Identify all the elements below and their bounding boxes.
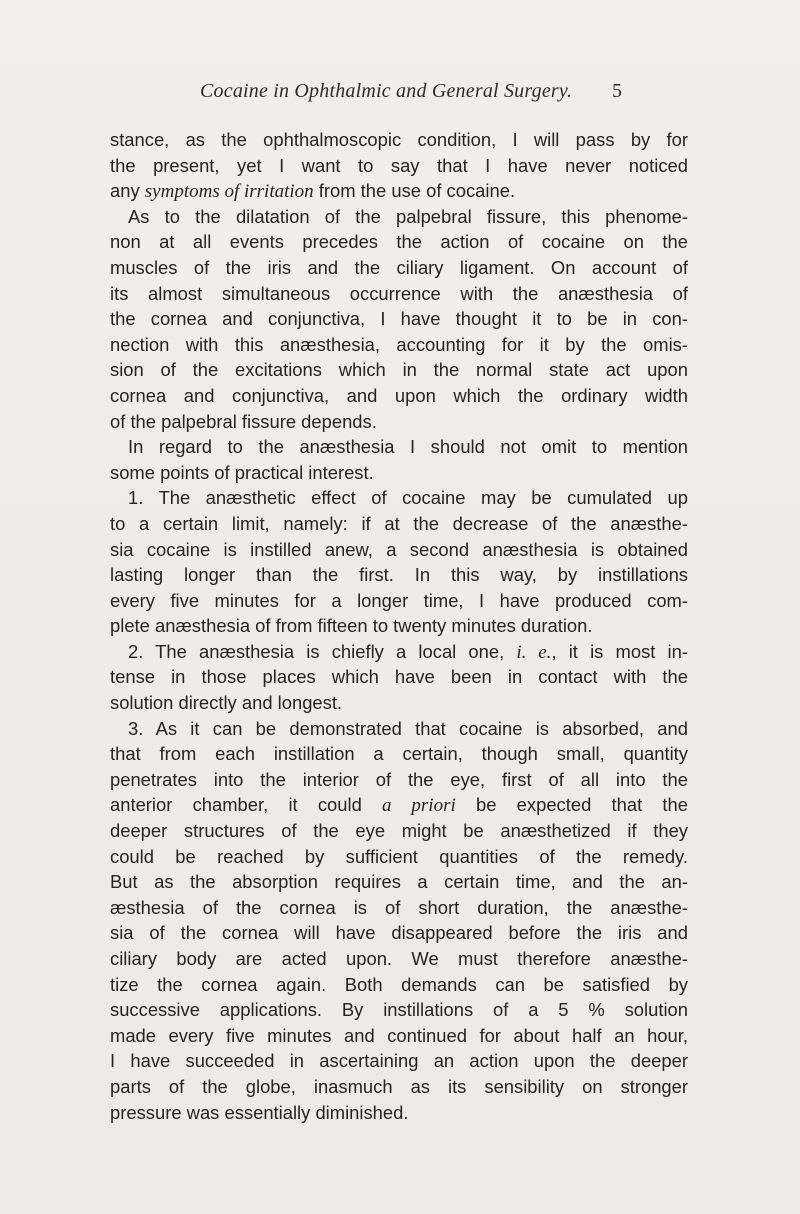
- text-line: sia cocaine is instilled anew, a second anæsthesia is obtained: [110, 538, 688, 560]
- text-segment: anterior chamber, it could: [110, 794, 383, 816]
- text-line: parts of the globe, inasmuch as its sensibility on stronger: [110, 1075, 688, 1097]
- page-number: 5: [612, 80, 623, 102]
- text-line: 3. As it can be demonstrated that cocaine is absorbed, and: [128, 717, 688, 739]
- text-line: every five minutes for a longer time, I have produced com-: [110, 589, 688, 611]
- text-segment: be expected that the: [455, 794, 688, 816]
- text-line: But as the absorption requires a certain time, and the an-: [110, 871, 688, 893]
- text-line: non at all events precedes the action of cocaine on the: [110, 231, 688, 253]
- italic-phrase: symptoms of irritation: [144, 181, 314, 203]
- text-segment: , it is most in-: [551, 640, 688, 662]
- text-line: successive applications. By instillations of a 5 % solution: [110, 999, 688, 1021]
- text-line: sion of the excitations which in the normal state act upon: [110, 359, 688, 381]
- text-segment: 2. The anæsthesia is chiefly a local one,: [128, 640, 517, 662]
- italic-phrase: a priori: [382, 795, 456, 817]
- text-line: ciliary body are acted upon. We must therefore anæsthe-: [110, 948, 688, 969]
- text-line: tense in those places which have been in contact with the: [110, 666, 688, 688]
- text-line: muscles of the iris and the ciliary ligament. On account of: [110, 256, 688, 278]
- text-line: plete anæsthesia of from fifteen to twenty minutes duration.: [110, 615, 593, 637]
- text-line: sia of the cornea will have disappeared before the iris and: [110, 922, 688, 944]
- text-line: of the palpebral fissure depends.: [110, 410, 377, 432]
- text-line: its almost simultaneous occurrence with the anæsthesia of: [110, 282, 688, 304]
- text-line: 1. The anæsthetic effect of cocaine may be cumulated up: [128, 487, 688, 509]
- text-segment: from the use of cocaine.: [313, 180, 516, 202]
- text-segment: any: [110, 180, 145, 202]
- text-line: [110, 792, 688, 818]
- text-line: [110, 639, 688, 665]
- running-head-title: Cocaine in Ophthalmic and General Surgery.: [200, 80, 573, 102]
- text-line: pressure was essentially diminished.: [110, 1101, 409, 1123]
- text-line: penetrates into the interior of the eye, first of all into the: [110, 768, 688, 790]
- text-line: In regard to the anæsthesia I should not omit to mention: [128, 436, 688, 458]
- text-line: some points of practical interest.: [110, 461, 374, 483]
- running-head: [200, 80, 623, 106]
- body-text: [110, 127, 688, 1125]
- text-line: to a certain limit, namely: if at the decrease of the anæsthe-: [110, 512, 688, 534]
- text-line: tize the cornea again. Both demands can be satisfied by: [110, 973, 688, 995]
- text-line: æsthesia of the cornea is of short duration, the anæsthe-: [110, 896, 688, 918]
- text-line: As to the dilatation of the palpebral fissure, this phenome-: [128, 205, 688, 227]
- text-line: solution directly and longest.: [110, 692, 343, 714]
- text-line: [110, 178, 688, 204]
- text-line: the present, yet I want to say that I have never noticed: [110, 154, 688, 176]
- text-line: made every five minutes and continued for about half an hour,: [110, 1024, 688, 1046]
- text-line: deeper structures of the eye might be anæsthetized if they: [110, 820, 688, 842]
- text-line: I have succeeded in ascertaining an action upon the deeper: [110, 1050, 688, 1072]
- italic-phrase: i. e.: [516, 641, 552, 663]
- text-line: could be reached by sufficient quantities of the remedy.: [110, 845, 688, 867]
- text-line: nection with this anæsthesia, accounting for it by the omis-: [110, 333, 688, 355]
- text-line: lasting longer than the first. In this way, by instillations: [110, 564, 688, 586]
- text-line: stance, as the ophthalmoscopic condition, I will pass by for: [110, 129, 688, 150]
- text-line: the cornea and conjunctiva, I have thought it to be in con-: [110, 308, 688, 330]
- text-line: cornea and conjunctiva, and upon which the ordinary width: [110, 384, 688, 406]
- text-line: that from each instillation a certain, though small, quantity: [110, 743, 688, 765]
